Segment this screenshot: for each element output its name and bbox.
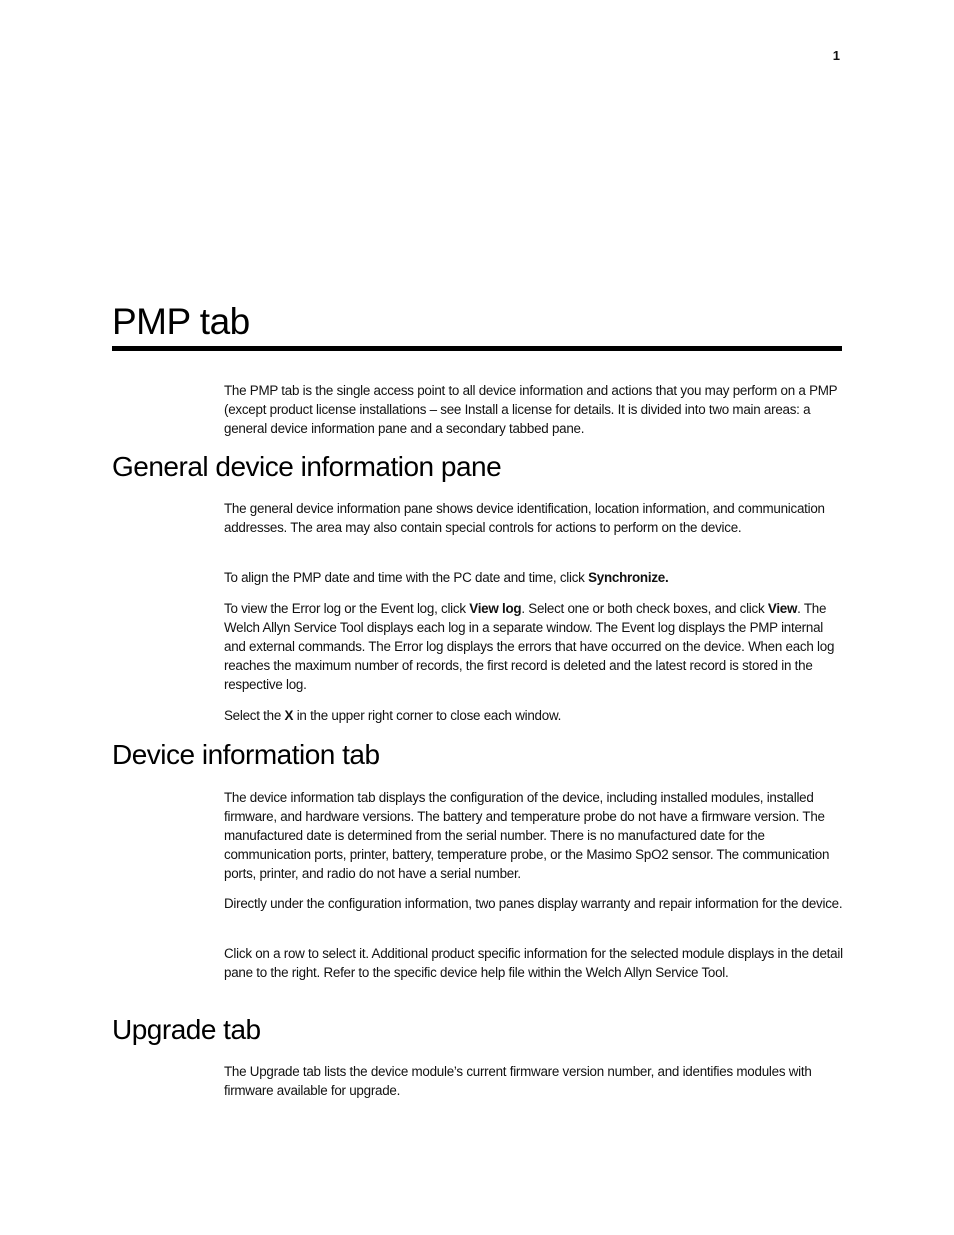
synchronize-text: To align the PMP date and time with the PC date and time, click <box>224 570 589 585</box>
device-info-heading: Device information tab <box>112 739 380 770</box>
page-number: 1 <box>832 48 840 63</box>
close-x-term: X <box>284 708 294 723</box>
device-info-paragraph-3: Click on a row to select it. Additional product specific information for the selected module displays in the detail pane to the right. Refer to the specific device help file within the Welch Allyn Service Tool. <box>224 946 843 980</box>
view-term: View <box>767 601 798 616</box>
general-pane-paragraph-1: The general device information pane shows device identification, location information, and communication addresses. The area may also contain special controls for actions to perform on the device. <box>224 501 825 535</box>
page-title: PMP tab <box>112 301 250 342</box>
synchronize-paragraph <box>224 568 844 587</box>
view-log-text-3: . The Welch Allyn Service Tool displays each log in a separate window. The Event log displays the PMP internal and external commands. The Error log displays the errors that have occurred on the device. When each log reaches the maximum number of records, the first record is deleted and the latest record is stored in the respective log. <box>224 601 835 692</box>
upgrade-paragraph: The Upgrade tab lists the device module’s current firmware version number, and identifies modules with firmware available for upgrade. <box>224 1064 812 1098</box>
view-log-term: View log <box>469 601 522 616</box>
title-rule <box>112 346 842 351</box>
view-log-paragraph <box>224 599 844 694</box>
device-info-paragraph-2: Directly under the configuration information, two panes display warranty and repair information for the device. <box>224 896 843 911</box>
close-window-text-1: Select the <box>224 708 285 723</box>
view-log-text-2: . Select one or both check boxes, and click <box>521 601 768 616</box>
general-pane-heading: General device information pane <box>112 451 502 482</box>
device-info-paragraph-1: The device information tab displays the configuration of the device, including installed modules, installed firmware, and hardware versions. The battery and temperature probe do not have a firmware version. The manufactured date is determined from the serial number. There is no manufactured date for the communication ports, printer, battery, temperature probe, or the Masimo SpO2 sensor. The communication ports, printer, and radio do not have a serial number. <box>224 790 830 881</box>
close-window-text-2: in the upper right corner to close each window. <box>293 708 562 723</box>
synchronize-term: Synchronize. <box>588 570 669 585</box>
upgrade-heading: Upgrade tab <box>112 1014 261 1045</box>
intro-paragraph: The PMP tab is the single access point to all device information and actions that you may perform on a PMP (except product license installations – see Install a license for details. It is divided into two main areas: a general device information pane and a secondary tabbed pane. <box>224 383 838 436</box>
close-window-paragraph <box>224 706 844 725</box>
view-log-text-1: To view the Error log or the Event log, click <box>224 601 470 616</box>
